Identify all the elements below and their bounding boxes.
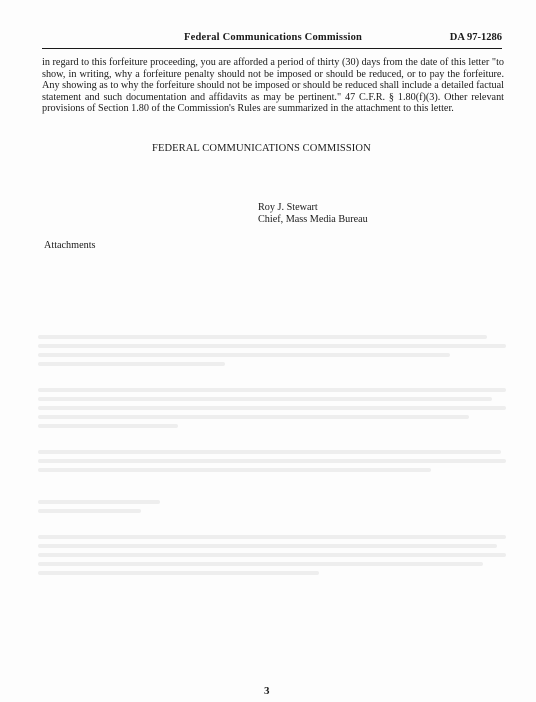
header-divider <box>42 48 502 49</box>
page-number: 3 <box>264 685 270 697</box>
body-paragraph: in regard to this forfeiture proceeding, you are afforded a period of thirty (30) days from the date of this letter "to show, in writing, why a forfeiture penalty should not be imposed or should be reduced, or to pay the forfeiture. Any showing as to why the forfeiture should not be imposed or should be reduced shall include a detailed factual statement and such documentation and affidavits as may be pertinent." 47 C.F.R. § 1.80(f)(3). Other relevant provisions of Section 1.80 of the Commission's Rules are summarized in the attachment to this letter. <box>42 57 504 115</box>
signer-title: Chief, Mass Media Bureau <box>258 214 368 225</box>
header-title: Federal Communications Commission <box>184 32 363 43</box>
page-header <box>42 32 502 48</box>
signer-name: Roy J. Stewart <box>258 202 318 213</box>
signature-block <box>258 202 368 226</box>
attachments-label: Attachments <box>44 240 96 251</box>
show-through-text <box>38 330 506 662</box>
document-number: DA 97-1286 <box>449 32 502 43</box>
commission-name: FEDERAL COMMUNICATIONS COMMISSION <box>152 143 371 154</box>
